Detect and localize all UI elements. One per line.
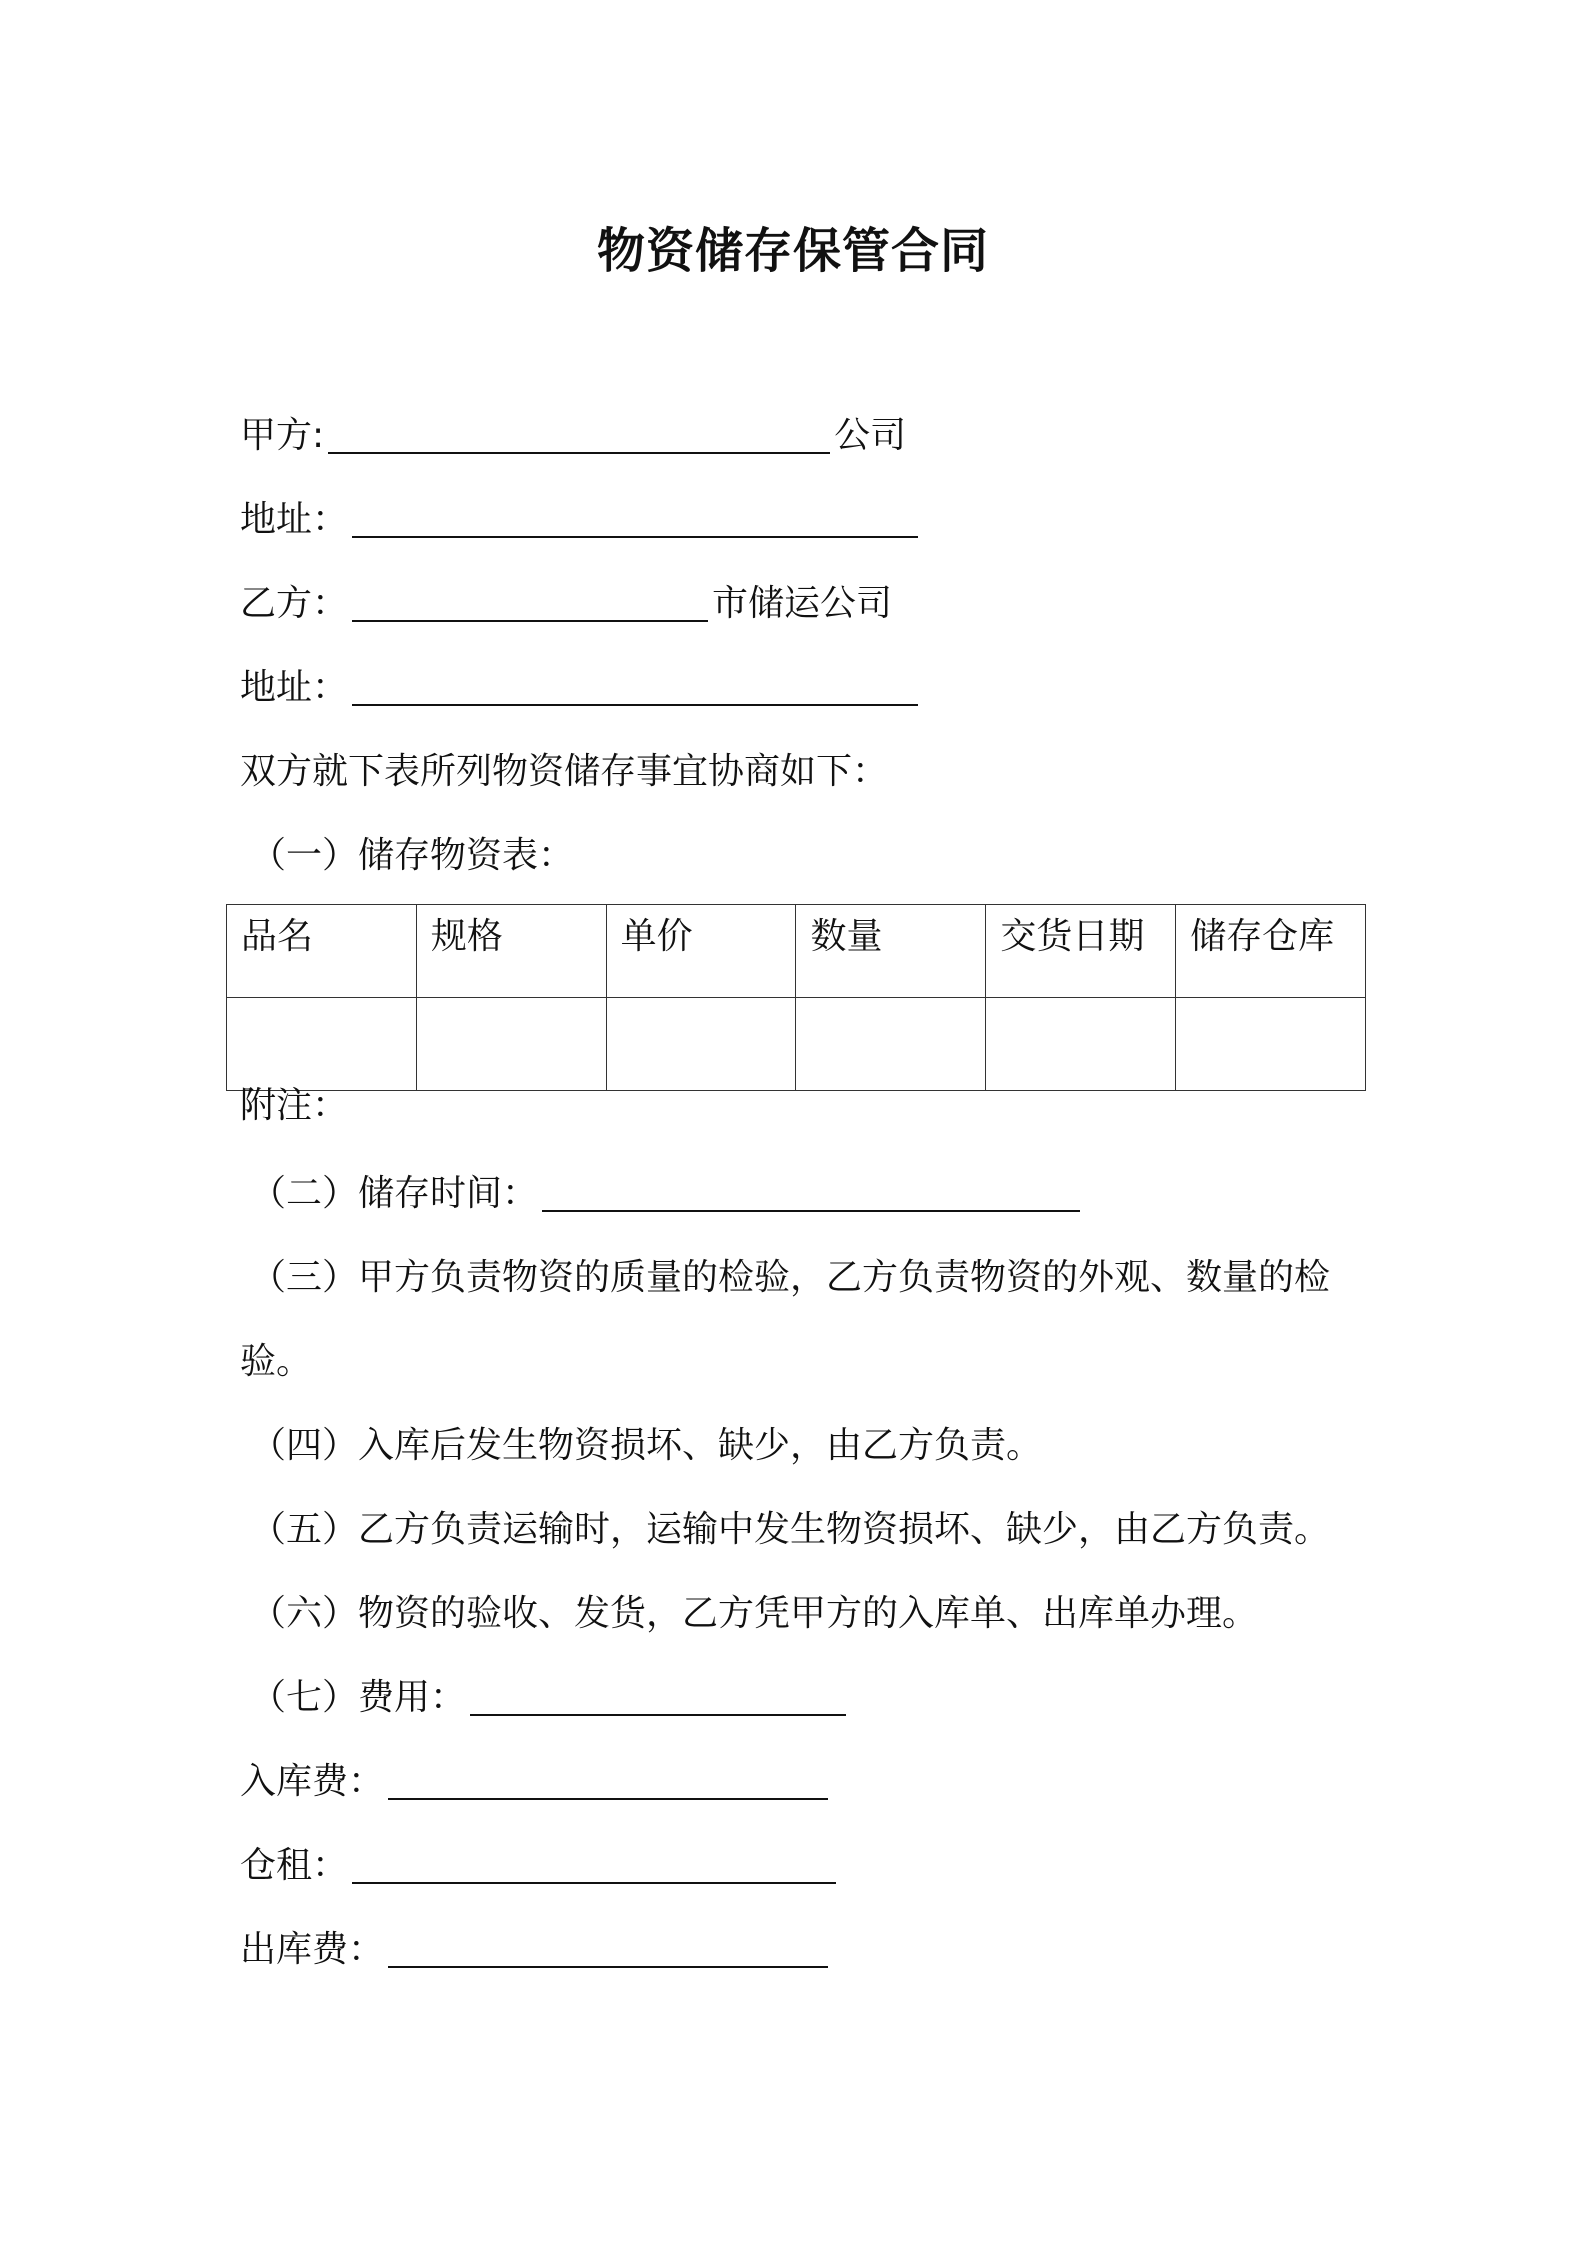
table-cell[interactable] bbox=[227, 998, 417, 1091]
section-1-line bbox=[250, 834, 574, 878]
fee-rent-blank[interactable] bbox=[352, 1852, 836, 1884]
storage-time-blank[interactable] bbox=[542, 1180, 1080, 1212]
fee-in-label: 入库费： bbox=[240, 1761, 385, 1802]
note-label: 附注： bbox=[240, 1085, 349, 1126]
intro-line bbox=[240, 750, 888, 794]
table-header-cell: 交货日期 bbox=[986, 905, 1176, 998]
document-title: 物资储存保管合同 bbox=[596, 223, 989, 279]
section-4-text: （四）入库后发生物资损坏、缺少，由乙方负责。 bbox=[250, 1425, 1043, 1466]
party-b-address-blank[interactable] bbox=[352, 674, 918, 706]
table-row bbox=[227, 998, 1366, 1091]
fee-in-line bbox=[240, 1760, 832, 1804]
table-cell[interactable] bbox=[416, 998, 606, 1091]
table-header-row bbox=[227, 905, 1366, 998]
section-3-continuation bbox=[240, 1340, 312, 1384]
table-header-cell: 数量 bbox=[796, 905, 986, 998]
section-4-line bbox=[250, 1424, 1042, 1468]
table-header-cell: 品名 bbox=[227, 905, 417, 998]
fee-out-line bbox=[240, 1928, 832, 1972]
storage-goods-table bbox=[226, 904, 1366, 1091]
party-b-line bbox=[240, 582, 892, 626]
section-6-text: （六）物资的验收、发货，乙方凭甲方的入库单、出库单办理。 bbox=[250, 1593, 1259, 1634]
party-a-line bbox=[240, 414, 906, 458]
section-6-line bbox=[250, 1592, 1258, 1636]
section-1-heading: （一）储存物资表： bbox=[250, 835, 575, 876]
section-5-line bbox=[250, 1508, 1330, 1552]
fees-blank[interactable] bbox=[470, 1684, 846, 1716]
section-5-text: （五）乙方负责运输时，运输中发生物资损坏、缺少，由乙方负责。 bbox=[250, 1509, 1331, 1550]
address-label: 地址： bbox=[240, 499, 349, 540]
fee-rent-label: 仓租： bbox=[240, 1845, 349, 1886]
section-3-text: （三）甲方负责物资的质量的检验，乙方负责物资的外观、数量的检 bbox=[250, 1257, 1331, 1298]
section-7-heading: （七）费用： bbox=[250, 1677, 467, 1718]
address-label: 地址： bbox=[240, 667, 349, 708]
section-3-line bbox=[250, 1256, 1330, 1300]
table-header-cell: 单价 bbox=[606, 905, 796, 998]
fee-in-blank[interactable] bbox=[388, 1768, 828, 1800]
fee-out-blank[interactable] bbox=[388, 1936, 828, 1968]
fee-rent-line bbox=[240, 1844, 840, 1888]
table-cell[interactable] bbox=[986, 998, 1176, 1091]
party-b-label: 乙方： bbox=[240, 583, 349, 624]
fee-out-label: 出库费： bbox=[240, 1929, 385, 1970]
table-header-cell: 储存仓库 bbox=[1176, 905, 1366, 998]
section-7-line bbox=[250, 1676, 850, 1720]
party-a-address-blank[interactable] bbox=[352, 506, 918, 538]
table-cell[interactable] bbox=[1176, 998, 1366, 1091]
table-header-cell: 规格 bbox=[416, 905, 606, 998]
table-cell[interactable] bbox=[606, 998, 796, 1091]
note-line bbox=[240, 1084, 348, 1128]
party-a-address-line bbox=[240, 498, 922, 542]
party-a-label: 甲方: bbox=[240, 415, 325, 456]
party-b-blank[interactable] bbox=[352, 590, 708, 622]
party-a-suffix: 公司 bbox=[834, 415, 907, 456]
section-2-line bbox=[250, 1172, 1084, 1216]
section-3-text-cont: 验。 bbox=[240, 1341, 313, 1382]
table-cell[interactable] bbox=[796, 998, 986, 1091]
intro-text: 双方就下表所列物资储存事宜协商如下： bbox=[240, 751, 889, 792]
party-a-blank[interactable] bbox=[328, 422, 830, 454]
section-2-heading: （二）储存时间： bbox=[250, 1173, 539, 1214]
party-b-address-line bbox=[240, 666, 922, 710]
party-b-suffix: 市储运公司 bbox=[712, 583, 893, 624]
